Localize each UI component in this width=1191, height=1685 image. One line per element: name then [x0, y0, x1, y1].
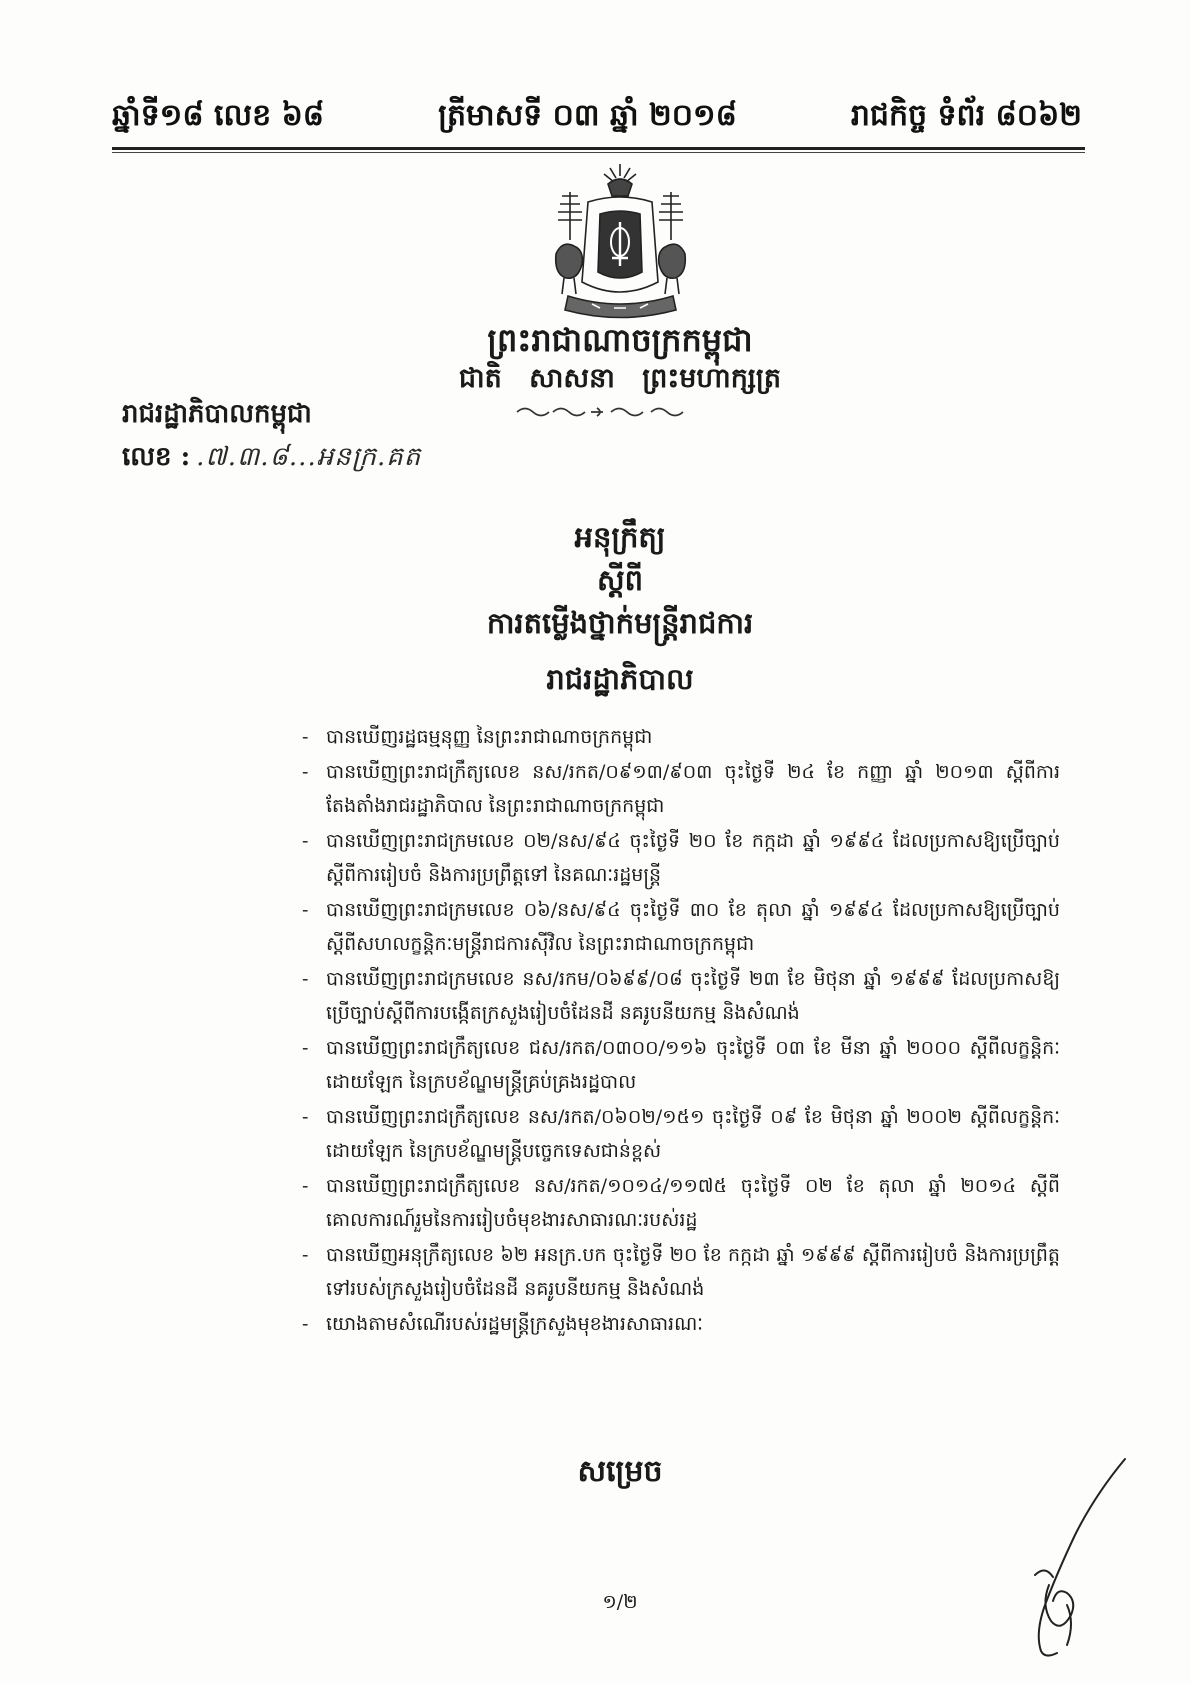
document-about: ស្តីពី [596, 563, 644, 597]
consideration-item: - បានឃើញព្រះរាជក្រឹត្យលេខ នស/រកត/១០១៤/១១៧៥ ចុះថ្ងៃទី ០២ ខែ តុលា ឆ្នាំ ២០១៤ ស្តីពីគោលការណ៍រួមនៃការរៀបចំមុខងារសាធារណៈរបស់រដ្ឋ [302, 1169, 1060, 1238]
consideration-item: - បានឃើញព្រះរាជក្រមលេខ ០២/នស/៩៤ ចុះថ្ងៃទី ២០ ខែ កក្កដា ឆ្នាំ ១៩៩៤ ដែលប្រកាសឱ្យប្រើច្បាប់ស្តីពីការរៀបចំ និងការប្រព្រឹត្តទៅ នៃគណៈរដ្ឋមន្ត្រី [302, 824, 1060, 893]
header-rule [112, 147, 1085, 150]
reference-value: .៧.៣.៨...អនក្រ.គត [196, 442, 422, 472]
decision-heading: សម្រេច [577, 1454, 663, 1489]
kingdom-name: ព្រះរាជាណាចក្រកម្ពុជា [487, 321, 753, 359]
document-authority: រាជរដ្ឋាភិបាល [546, 662, 694, 696]
header-quarter: ត្រីមាសទី ០៣ ឆ្នាំ ២០១៨ [438, 98, 737, 133]
document-subject: ការតម្លើងថ្នាក់មន្ត្រីរាជការ [486, 606, 754, 640]
document-type: អនុក្រឹត្យ [574, 520, 666, 554]
consideration-item: - បានឃើញព្រះរាជក្រឹត្យលេខ នស/រកត/០៦០២/១៥១ ចុះថ្ងៃទី ០៩ ខែ មិថុនា ឆ្នាំ ២០០២ ស្តីពីលក្ខន្តិកៈដោយឡែក នៃក្របខ័ណ្ឌមន្ត្រីបច្ចេកទេសជាន់ខ្ពស់ [302, 1100, 1060, 1169]
issuing-authority: រាជរដ្ឋាភិបាលកម្ពុជា [122, 399, 312, 429]
consideration-item: - យោងតាមសំណើរបស់រដ្ឋមន្ត្រីក្រសួងមុខងារសាធារណៈ [302, 1307, 1060, 1342]
consideration-item: - បានឃើញព្រះរាជក្រមលេខ ០៦/នស/៩៤ ចុះថ្ងៃទី ៣០ ខែ តុលា ឆ្នាំ ១៩៩៤ ដែលប្រកាសឱ្យប្រើច្បាប់ស្តីពីសហលក្ខន្តិកៈមន្ត្រីរាជការស៊ីវិល នៃព្រះរាជាណាចក្រកម្ពុជា [302, 893, 1060, 962]
consideration-item: - បានឃើញព្រះរាជក្រឹត្យលេខ ជស/រកត/០៣០០/១១៦ ចុះថ្ងៃទី ០៣ ខែ មីនា ឆ្នាំ ២០០០ ស្តីពីលក្ខន្តិកៈដោយឡែក នៃក្របខ័ណ្ឌមន្ត្រីគ្រប់គ្រងរដ្ឋបាល [302, 1031, 1060, 1100]
consideration-item: - បានឃើញព្រះរាជក្រមលេខ នស/រកម/០៦៩៩/០៨ ចុះថ្ងៃទី ២៣ ខែ មិថុនា ឆ្នាំ ១៩៩៩ ដែលប្រកាសឱ្យប្រើច្បាប់ស្តីពីការបង្កើតក្រសួងរៀបចំដែនដី នគរូបនីយកម្ម និងសំណង់ [302, 962, 1060, 1031]
reference-label: លេខ : [122, 442, 191, 472]
header-year-issue: ឆ្នាំទី១៨ លេខ ៦៨ [112, 98, 325, 133]
ornament-divider-icon [515, 405, 690, 419]
handwritten-signature-icon [1005, 1455, 1135, 1660]
royal-coat-of-arms-icon [548, 162, 693, 325]
consideration-item: - បានឃើញអនុក្រឹត្យលេខ ៦២ អនក្រ.បក ចុះថ្ងៃទី ២០ ខែ កក្កដា ឆ្នាំ ១៩៩៩ ស្តីពីការរៀបចំ និងការប្រព្រឹត្តទៅរបស់ក្រសួងរៀបចំដែនដី នគរូបនីយកម្ម និងសំណង់ [302, 1238, 1060, 1307]
reference-number [122, 440, 421, 478]
header-gazette-page: រាជកិច្ច ទំព័រ ៨០៦២ [850, 98, 1082, 133]
kingdom-motto: ជាតិ សាសនា ព្រះមហាក្សត្រ [458, 363, 782, 394]
running-header [112, 92, 1082, 144]
consideration-item: - បានឃើញព្រះរាជក្រឹត្យលេខ នស/រកត/០៩១៣/៩០៣ ចុះថ្ងៃទី ២៤ ខែ កញ្ញា ឆ្នាំ ២០១៣ ស្តីពីការតែងតាំងរាជរដ្ឋាភិបាល នៃព្រះរាជាណាចក្រកម្ពុជា [302, 755, 1060, 824]
header-rule-thin [112, 152, 1085, 153]
consideration-item: - បានឃើញរដ្ឋធម្មនុញ្ញ នៃព្រះរាជាណាចក្រកម្ពុជា [302, 720, 1060, 755]
page-number: ១/២ [602, 1591, 638, 1613]
considerations-list [302, 720, 1060, 1341]
